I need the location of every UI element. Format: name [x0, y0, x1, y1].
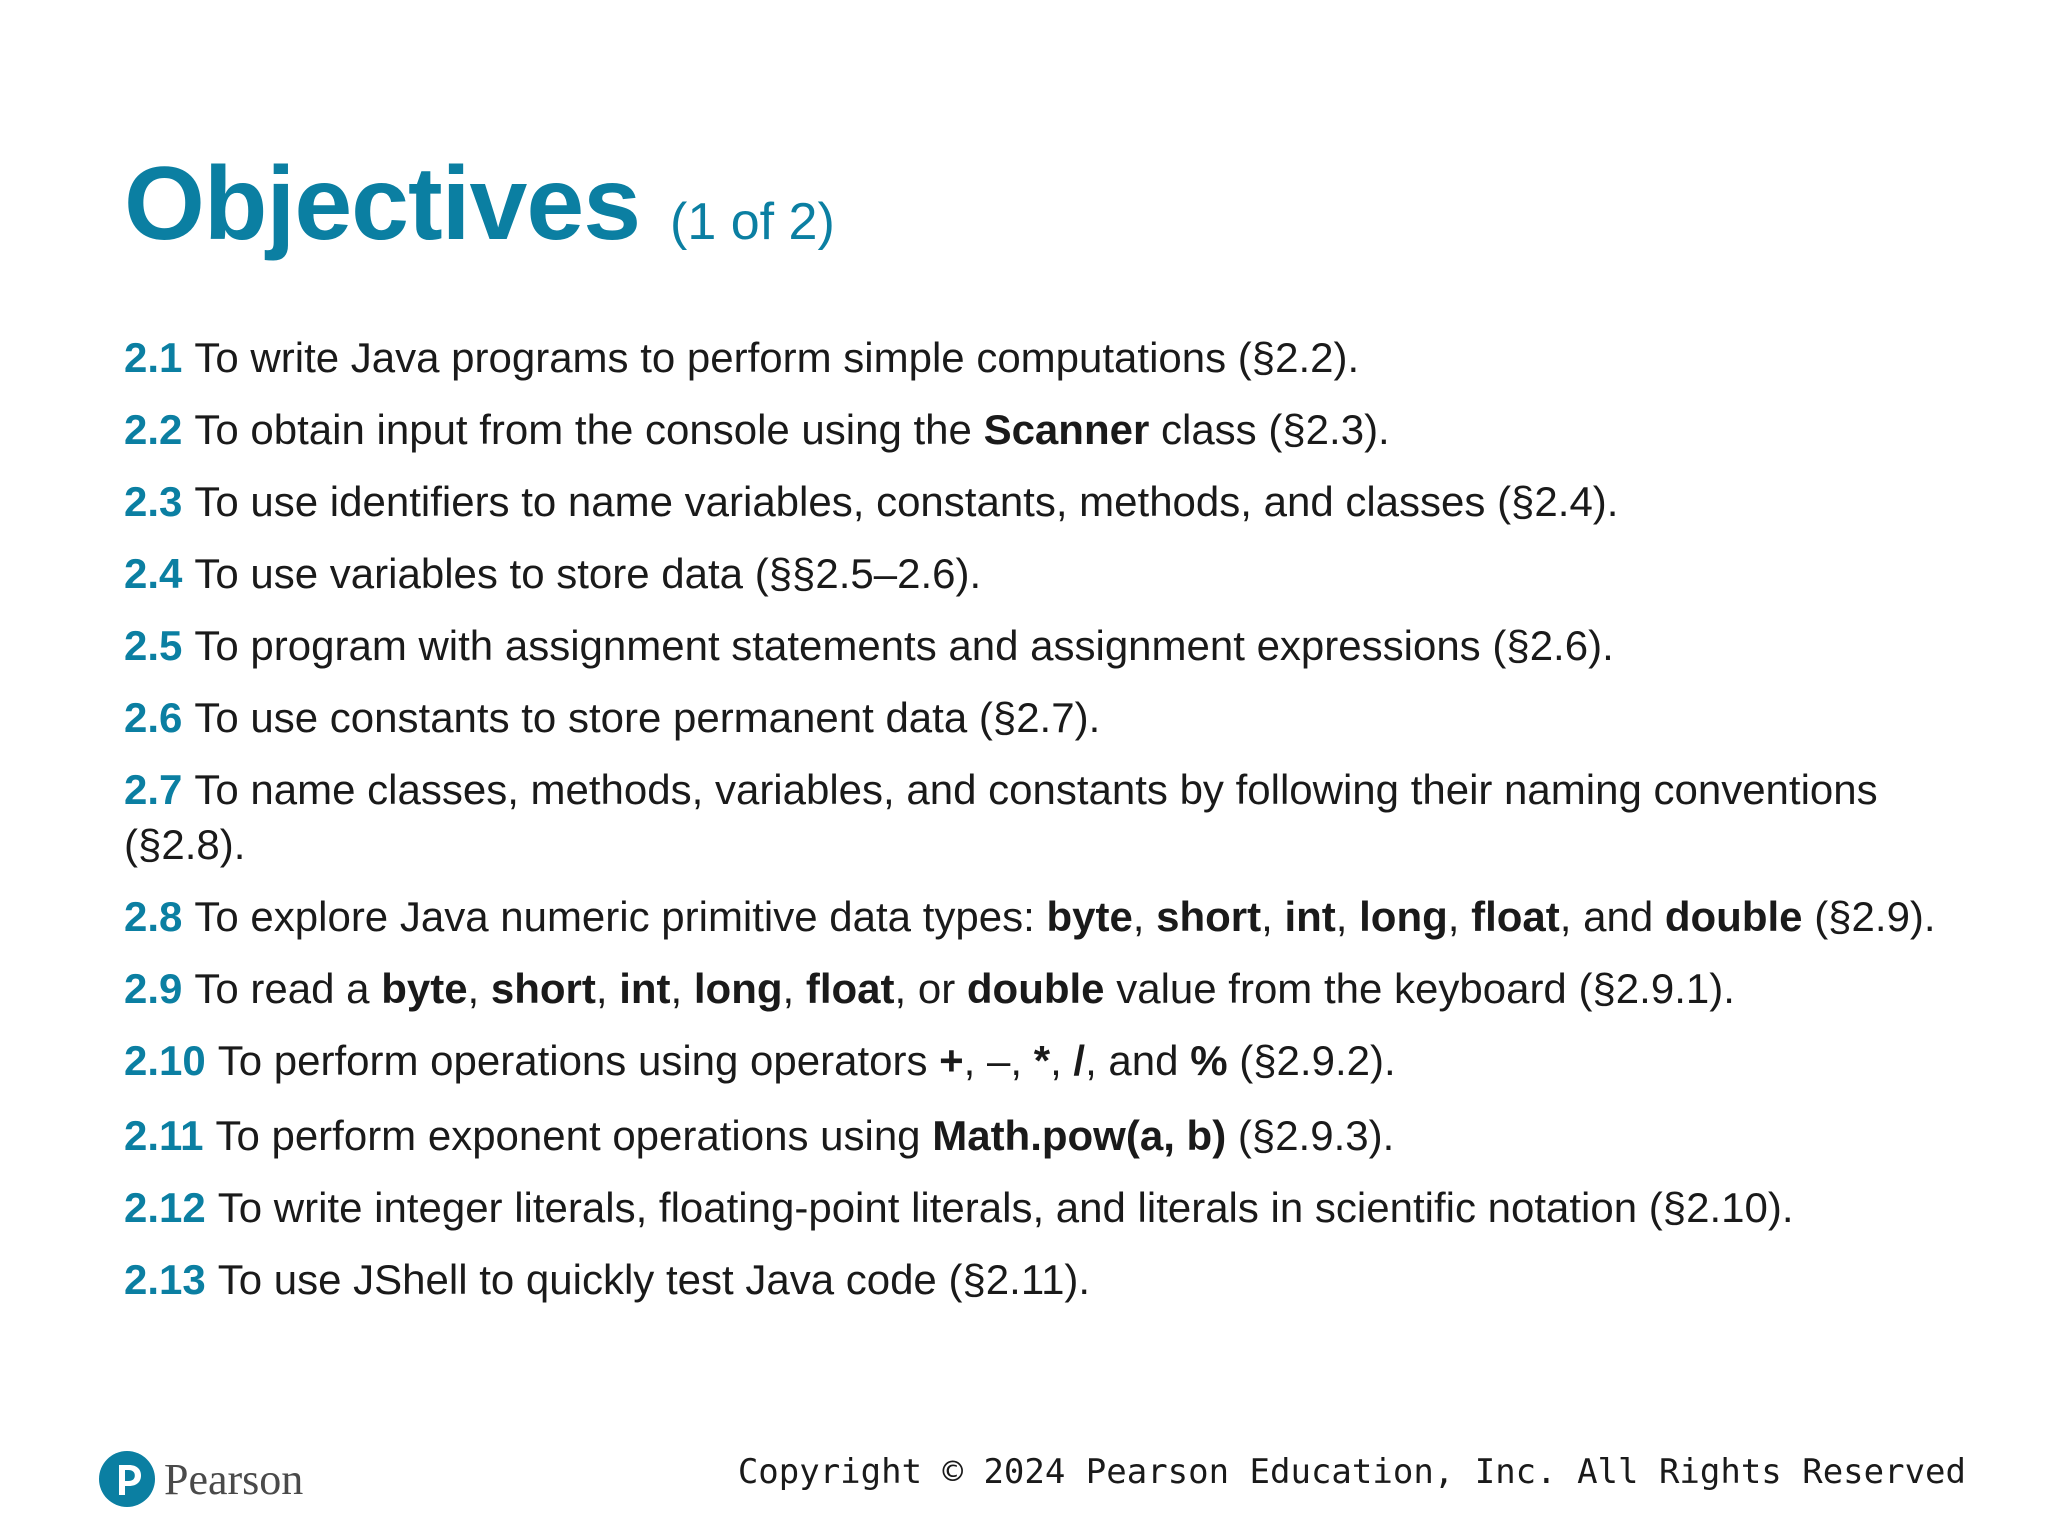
objective-text: class (§2.3).	[1149, 406, 1390, 453]
objective-text: To program with assignment statements and assignment expressions (§2.6).	[194, 622, 1614, 669]
objective-keyword: /	[1073, 1037, 1086, 1084]
objective-number: 2.8	[124, 893, 183, 940]
objective-item	[124, 1033, 1984, 1088]
objective-item	[124, 618, 1984, 673]
objective-keyword: int	[1284, 893, 1336, 940]
objectives-list	[124, 330, 1984, 1324]
slide-title-subtitle: (1 of 2)	[670, 193, 835, 251]
objective-number: 2.12	[124, 1184, 206, 1231]
objective-text: To use identifiers to name variables, constants, methods, and classes (§2.4).	[194, 478, 1619, 525]
objective-number: 2.7	[124, 766, 183, 813]
objective-item	[124, 690, 1984, 745]
objective-item	[124, 762, 1984, 872]
objective-item	[124, 1180, 1984, 1235]
pearson-logo-text: Pearson	[164, 1454, 304, 1504]
objective-number: 2.3	[124, 478, 183, 525]
objective-text: , –,	[963, 1037, 1034, 1084]
objective-text: value from the keyboard (§2.9.1).	[1104, 965, 1735, 1012]
objective-number: 2.4	[124, 550, 183, 597]
objective-keyword: double	[1664, 893, 1803, 940]
objective-keyword: Scanner	[983, 406, 1150, 453]
objective-number: 2.9	[124, 965, 183, 1012]
objective-text: To use JShell to quickly test Java code (§2.11).	[217, 1256, 1091, 1303]
objective-text: To write integer literals, floating-point literals, and literals in scientific notation (§2.10).	[217, 1184, 1794, 1231]
objective-keyword: Math.pow(a, b)	[932, 1112, 1227, 1159]
objective-text: To read a	[194, 965, 382, 1012]
objective-keyword: short	[490, 965, 596, 1012]
objective-item	[124, 330, 1984, 385]
objective-text: To use variables to store data (§§2.5–2.6).	[194, 550, 982, 597]
pearson-logo-icon	[98, 1450, 156, 1508]
objective-number: 2.13	[124, 1256, 206, 1303]
objective-text: To explore Java numeric primitive data types:	[194, 893, 1047, 940]
objective-keyword: +	[939, 1037, 964, 1084]
objective-keyword: double	[966, 965, 1105, 1012]
objective-item	[124, 402, 1984, 457]
objective-text: (§2.9).	[1802, 893, 1936, 940]
slide-title	[124, 146, 835, 262]
objective-text: , or	[894, 965, 967, 1012]
objective-text: , and	[1085, 1037, 1191, 1084]
objective-text: To obtain input from the console using the	[194, 406, 984, 453]
objective-number: 2.2	[124, 406, 183, 453]
objective-text: ,	[1132, 893, 1157, 940]
objective-keyword: int	[619, 965, 671, 1012]
objective-keyword: %	[1190, 1037, 1228, 1084]
objective-keyword: byte	[1046, 893, 1133, 940]
objective-text: ,	[467, 965, 491, 1012]
objective-item	[124, 546, 1984, 601]
objective-text: ,	[670, 965, 694, 1012]
objective-text: ,	[1335, 893, 1360, 940]
pearson-logo	[98, 1450, 303, 1508]
objective-keyword: byte	[381, 965, 468, 1012]
objective-text: To name classes, methods, variables, and constants by following their naming conventions (§2.8).	[124, 766, 1878, 868]
objective-text: To write Java programs to perform simple computations (§2.2).	[194, 334, 1360, 381]
objective-text: ,	[1050, 1037, 1074, 1084]
slide-title-text: Objectives	[124, 146, 641, 262]
objective-keyword: float	[805, 965, 895, 1012]
objective-item	[124, 1252, 1984, 1307]
objective-number: 2.5	[124, 622, 183, 669]
objective-item	[124, 961, 1984, 1016]
objective-keyword: long	[1359, 893, 1448, 940]
objective-keyword: *	[1033, 1037, 1051, 1084]
objective-number: 2.6	[124, 694, 183, 741]
objective-item	[124, 1108, 1984, 1163]
objective-number: 2.11	[124, 1112, 204, 1159]
objective-text: To perform operations using operators	[217, 1037, 940, 1084]
objective-text: ,	[595, 965, 620, 1012]
objective-text: (§2.9.2).	[1227, 1037, 1396, 1084]
objective-text: To use constants to store permanent data (§2.7).	[194, 694, 1101, 741]
objective-text: ,	[1447, 893, 1472, 940]
objective-number: 2.1	[124, 334, 183, 381]
objective-text: ,	[782, 965, 806, 1012]
objective-item	[124, 889, 1984, 944]
objective-keyword: long	[693, 965, 783, 1012]
objective-text: To perform exponent operations using	[215, 1112, 933, 1159]
objective-keyword: float	[1471, 893, 1560, 940]
objective-keyword: short	[1156, 893, 1262, 940]
objective-item	[124, 474, 1984, 529]
objective-text: ,	[1261, 893, 1285, 940]
objective-text: (§2.9.3).	[1226, 1112, 1395, 1159]
copyright-notice: Copyright © 2024 Pearson Education, Inc. All Rights Reserved	[737, 1452, 1966, 1492]
objective-text: , and	[1559, 893, 1665, 940]
objective-number: 2.10	[124, 1037, 206, 1084]
